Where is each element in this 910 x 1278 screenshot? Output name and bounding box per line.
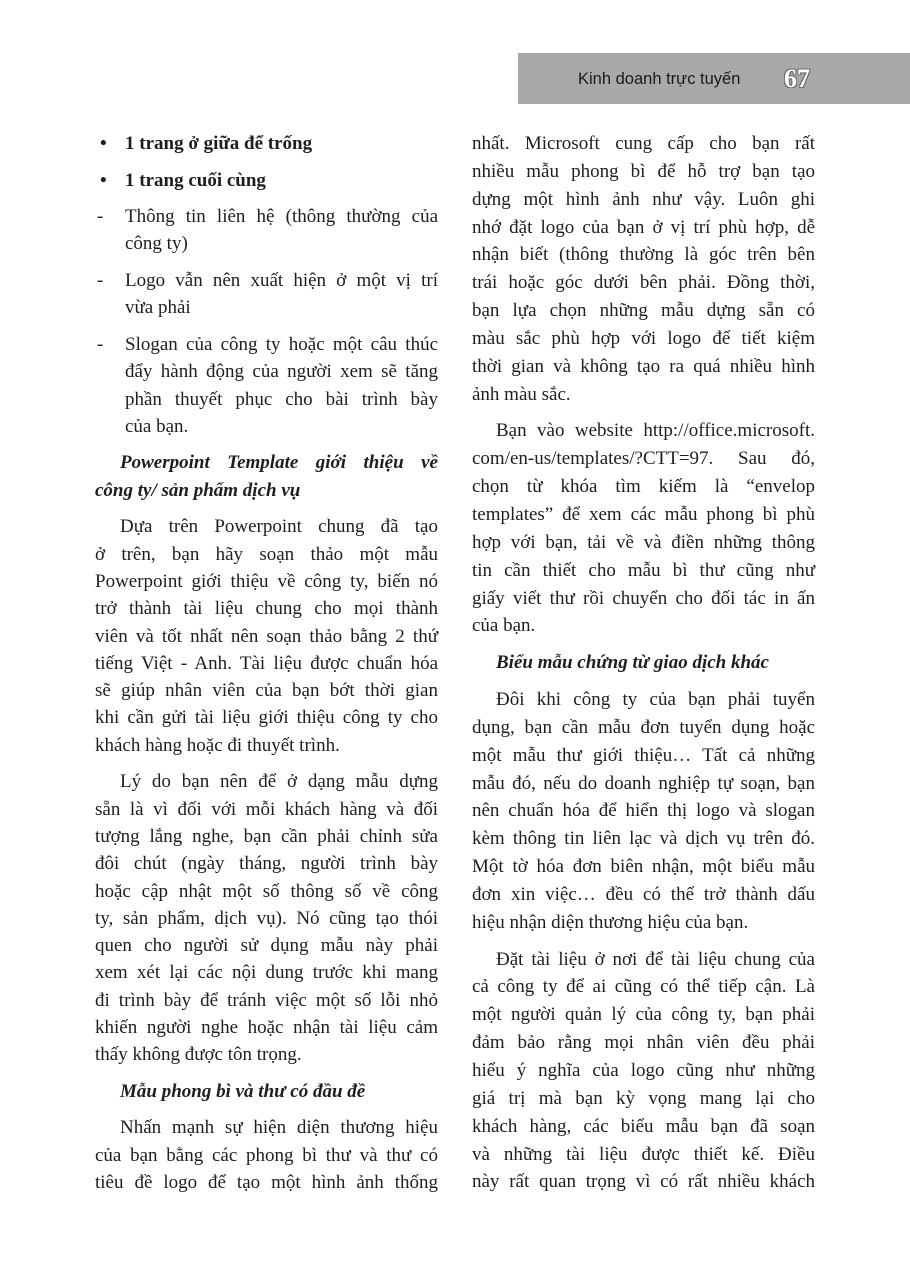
text-line: mẫu đó, nếu do doanh nghiệp tự soạn, bạn bbox=[472, 772, 815, 794]
text-line: phần thuyết phục cho bài trình bày bbox=[125, 388, 438, 410]
text-line: đi trình bày để tránh việc một số lỗi nhỏ bbox=[95, 989, 438, 1011]
text-line: Đôi khi công ty của bạn phải tuyển bbox=[496, 689, 815, 711]
text-line: ty, sản phẩm, dịch vụ). Nó cũng tạo thói bbox=[95, 907, 438, 929]
text-line: xem xét lại các nội dung trước khi mang bbox=[95, 962, 438, 984]
text-line: Slogan của công ty hoặc một câu thúc bbox=[125, 333, 438, 355]
text-line: kèm thông tin liên lạc và dịch vụ trên đó. bbox=[472, 828, 815, 850]
text-line: nhớ đặt logo của bạn ở vị trí phù hợp, dễ bbox=[472, 216, 815, 238]
left-column bbox=[95, 130, 438, 1206]
text-line: khiến người nghe hoặc nhận tài liệu cảm bbox=[95, 1016, 438, 1038]
text-line: Logo vẫn nên xuất hiện ở một vị trí bbox=[125, 270, 438, 292]
text-line: Dựa trên Powerpoint chung đã tạo bbox=[120, 516, 438, 538]
text-line: nhận biết (thông thường là góc trên bên bbox=[472, 244, 815, 266]
dash-item bbox=[95, 203, 438, 258]
text-line: hoặc cập nhật một số thông số về công bbox=[95, 880, 438, 902]
text-line: ảnh màu sắc. bbox=[472, 383, 571, 405]
bullet-marker: • bbox=[100, 133, 107, 154]
text-line: công ty/ sản phẩm dịch vụ bbox=[95, 479, 301, 501]
text-line: nhiều mẫu phong bì để hỗ trợ bạn tạo bbox=[472, 160, 815, 182]
running-header bbox=[518, 53, 910, 104]
paragraph bbox=[95, 513, 438, 759]
text-line: 1 trang ở giữa để trống bbox=[125, 133, 313, 154]
text-line: và những tài liệu được thiết kế. Điều bbox=[472, 1143, 815, 1165]
text-line: Powerpoint Template giới thiệu về bbox=[120, 452, 438, 474]
dash-item bbox=[95, 267, 438, 322]
text-line: sẵn là vì đối với mỗi khách hàng và đối bbox=[95, 798, 438, 820]
text-line: công ty) bbox=[125, 233, 188, 255]
text-line: của bạn. bbox=[125, 415, 189, 437]
text-line: Đặt tài liệu ở nơi để tài liệu chung của bbox=[496, 948, 815, 970]
text-line: màu sắc phù hợp với logo để tiết kiệm bbox=[472, 327, 815, 349]
text-line: giấy viết thư rồi chuyển cho đối tác in ấn bbox=[472, 587, 815, 609]
text-line: tiêu đề logo để tạo một hình ảnh thống bbox=[95, 1172, 438, 1194]
dash-marker: - bbox=[97, 270, 104, 292]
text-line: Bạn vào website http://office.microsoft. bbox=[496, 420, 815, 442]
right-column bbox=[472, 130, 815, 1205]
paragraph bbox=[472, 130, 815, 408]
text-line: com/en-us/templates/?CTT=97. Sau đó, bbox=[472, 448, 815, 470]
text-line: viên và tốt nhất nên soạn thảo bằng 2 thứ bbox=[95, 625, 438, 647]
text-line: quen cho người sử dụng mẫu này phải bbox=[95, 935, 438, 957]
section-heading bbox=[95, 449, 438, 504]
text-line: ở trên, bạn hãy soạn thảo một mẫu bbox=[95, 543, 438, 565]
paragraph bbox=[95, 768, 438, 1068]
paragraph bbox=[95, 1114, 438, 1196]
bullet-item bbox=[95, 167, 438, 194]
text-line: tượng lắng nghe, bạn cần phải chỉnh sửa bbox=[95, 825, 438, 847]
text-line: khi cần gửi tài liệu giới thiệu công ty cho bbox=[95, 707, 438, 729]
text-line: khách hàng, các biểu mẫu bạn đã soạn bbox=[472, 1115, 815, 1137]
text-line: trái hoặc góc dưới bên phải. Đồng thời, bbox=[472, 272, 815, 294]
text-line: nhất. Microsoft cung cấp cho bạn rất bbox=[472, 133, 815, 154]
text-line: Powerpoint giới thiệu về công ty, biến nó bbox=[95, 570, 438, 592]
text-line: dựng một hình ảnh như vậy. Luôn ghi bbox=[472, 188, 815, 210]
text-line: Biểu mẫu chứng từ giao dịch khác bbox=[496, 652, 769, 674]
text-line: vừa phải bbox=[125, 297, 191, 319]
text-line: bạn lựa chọn những mẫu dựng sẵn có bbox=[472, 300, 815, 322]
text-line: một người quản lý của công ty, bạn phải bbox=[472, 1004, 815, 1026]
text-line: chọn từ khóa tìm kiếm là “envelop bbox=[472, 476, 815, 498]
text-line: templates” để xem các mẫu phong bì phù bbox=[472, 503, 815, 525]
paragraph bbox=[472, 417, 815, 640]
paragraph bbox=[472, 946, 815, 1197]
text-line: một mẫu thư giới thiệu… Tất cả những bbox=[472, 744, 815, 766]
text-line: Một tờ hóa đơn biên nhận, một biểu mẫu bbox=[472, 856, 815, 878]
text-line: tiếng Việt - Anh. Tài liệu được chuẩn hóa bbox=[95, 652, 438, 674]
section-heading bbox=[95, 1078, 438, 1105]
dash-marker: - bbox=[97, 206, 104, 228]
text-line: đôi chút (ngày tháng, người trình bày bbox=[95, 853, 438, 875]
text-line: đẩy hành động của người xem sẽ tăng bbox=[125, 361, 438, 383]
text-line: dụng, bạn cần mẫu đơn tuyển dụng hoặc bbox=[472, 716, 815, 738]
text-line: của bạn bằng các phong bì thư và thư có bbox=[95, 1144, 438, 1166]
text-line: sẽ giúp nhân viên của bạn bớt thời gian bbox=[95, 680, 438, 702]
page-number: 67 bbox=[784, 64, 810, 93]
text-line: thấy không được tôn trọng. bbox=[95, 1044, 302, 1066]
text-line: hiệu nhận diện thương hiệu của bạn. bbox=[472, 911, 749, 933]
text-line: khách hàng hoặc đi thuyết trình. bbox=[95, 734, 340, 756]
text-line: đảm bảo rằng mọi nhân viên đều phải bbox=[472, 1032, 815, 1054]
text-line: thời gian và không tạo ra quá nhiều hình bbox=[472, 355, 815, 377]
text-line: hiểu ý nghĩa của logo cũng như những bbox=[472, 1060, 815, 1081]
text-line: Mẫu phong bì và thư có đầu đề bbox=[120, 1080, 366, 1102]
text-line: của bạn. bbox=[472, 615, 536, 637]
dash-item bbox=[95, 331, 438, 440]
bullet-item bbox=[95, 130, 438, 157]
section-heading bbox=[472, 649, 815, 677]
text-line: cả công ty để ai cũng có thể tiếp cận. Là bbox=[472, 976, 815, 998]
text-line: Nhấn mạnh sự hiện diện thương hiệu bbox=[120, 1117, 438, 1139]
text-line: Lý do bạn nên để ở dạng mẫu dựng bbox=[120, 771, 438, 793]
dash-marker: - bbox=[97, 333, 104, 355]
paragraph bbox=[472, 686, 815, 937]
bullet-marker: • bbox=[100, 169, 107, 191]
text-line: 1 trang cuối cùng bbox=[125, 169, 266, 191]
section-title: Kinh doanh trực tuyến bbox=[578, 70, 741, 88]
text-line: đơn xin việc… đều có thể trở thành dấu bbox=[472, 883, 815, 905]
text-line: giá trị mà bạn kỳ vọng mang lại cho bbox=[472, 1087, 815, 1109]
text-line: tin cần thiết cho mẫu bì thư cũng như bbox=[472, 559, 815, 581]
text-line: này rất quan trọng vì có rất nhiều khách bbox=[472, 1171, 815, 1193]
text-line: nên chuẩn hóa để hiển thị logo và slogan bbox=[472, 800, 815, 822]
text-line: trở thành tài liệu chung cho mọi thành bbox=[95, 598, 438, 620]
text-line: hợp với bạn, tải về và điền những thông bbox=[472, 531, 815, 553]
text-line: Thông tin liên hệ (thông thường của bbox=[125, 206, 438, 228]
